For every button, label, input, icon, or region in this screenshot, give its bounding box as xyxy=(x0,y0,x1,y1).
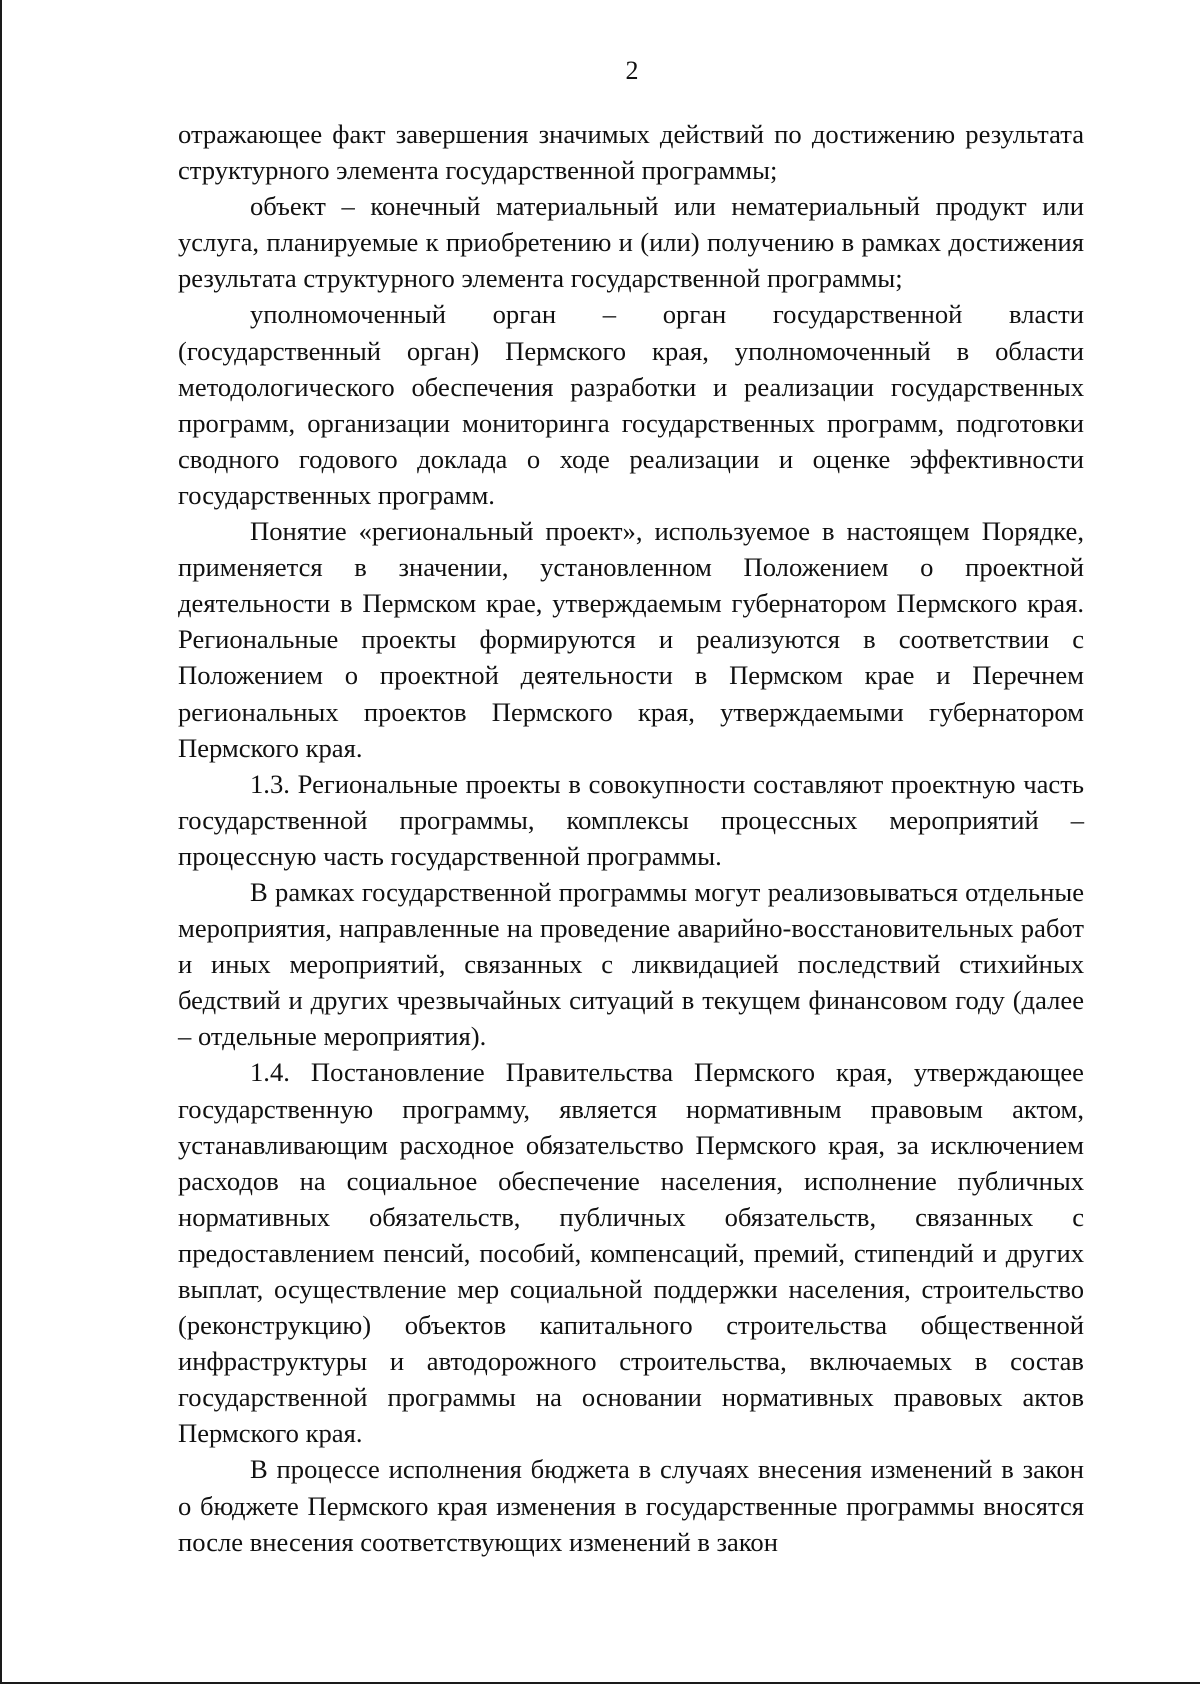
paragraph-authorized-body-definition: уполномоченный орган – орган государственной власти (государственный орган) Пермского края, уполномоченный в области методологического обеспечения разработки и реализации государственных программ, организации мониторинга государственных программ, подготовки сводного годового доклада о ходе реализации и оценке эффективности государственных программ. xyxy=(178,299,1084,510)
document-body xyxy=(178,116,1084,1560)
paragraph-1-3: 1.3. Региональные проекты в совокупности составляют проектную часть государственной программы, комплексы процессных мероприятий – процессную часть государственной программы. xyxy=(178,768,1084,871)
paragraph-budget-changes: В процессе исполнения бюджета в случаях внесения изменений в закон о бюджете Пермского края изменения в государственные программы вносятся после внесения соответствующих изменений в закон xyxy=(178,1454,1084,1557)
paragraph-1-4: 1.4. Постановление Правительства Пермского края, утверждающее государственную программу, является нормативным правовым актом, устанавливающим расходное обязательство Пермского края, за исключением расходов на социальное обеспечение населения, исполнение публичных нормативных обязательств, публичных обязательств, связанных с предоставлением пенсий, пособий, компенсаций, премий, стипендий и других выплат, осуществление мер социальной поддержки населения, строительство (реконструкцию) объектов капитального строительства общественной инфраструктуры и автодорожного строительства, включаемых в состав государственной программы на основании нормативных правовых актов Пермского края. xyxy=(178,1057,1084,1449)
paragraph-continuation: отражающее факт завершения значимых действий по достижению результата структурного элемента государственной программы; xyxy=(178,119,1084,186)
page-number: 2 xyxy=(625,56,639,85)
paragraph-separate-measures: В рамках государственной программы могут реализовываться отдельные мероприятия, направленные на проведение аварийно-восстановительных работ и иных мероприятий, связанных с ликвидацией последствий стихийных бедствий и других чрезвычайных ситуаций в текущем финансовом году (далее – отдельные мероприятия). xyxy=(178,876,1084,1052)
paragraph-regional-project: Понятие «региональный проект», используемое в настоящем Порядке, применяется в значении, установленном Положением о проектной деятельности в Пермском крае, утверждаемым губернатором Пермского края. Региональные проекты формируются и реализуются в соответствии с Положением о проектной деятельности в Пермском крае и Перечнем региональных проектов Пермского края, утверждаемыми губернатором Пермского края. xyxy=(178,516,1084,763)
paragraph-object-definition: объект – конечный материальный или нематериальный продукт или услуга, планируемые к приобретению и (или) получению в рамках достижения результата структурного элемента государственной программы; xyxy=(178,191,1084,294)
